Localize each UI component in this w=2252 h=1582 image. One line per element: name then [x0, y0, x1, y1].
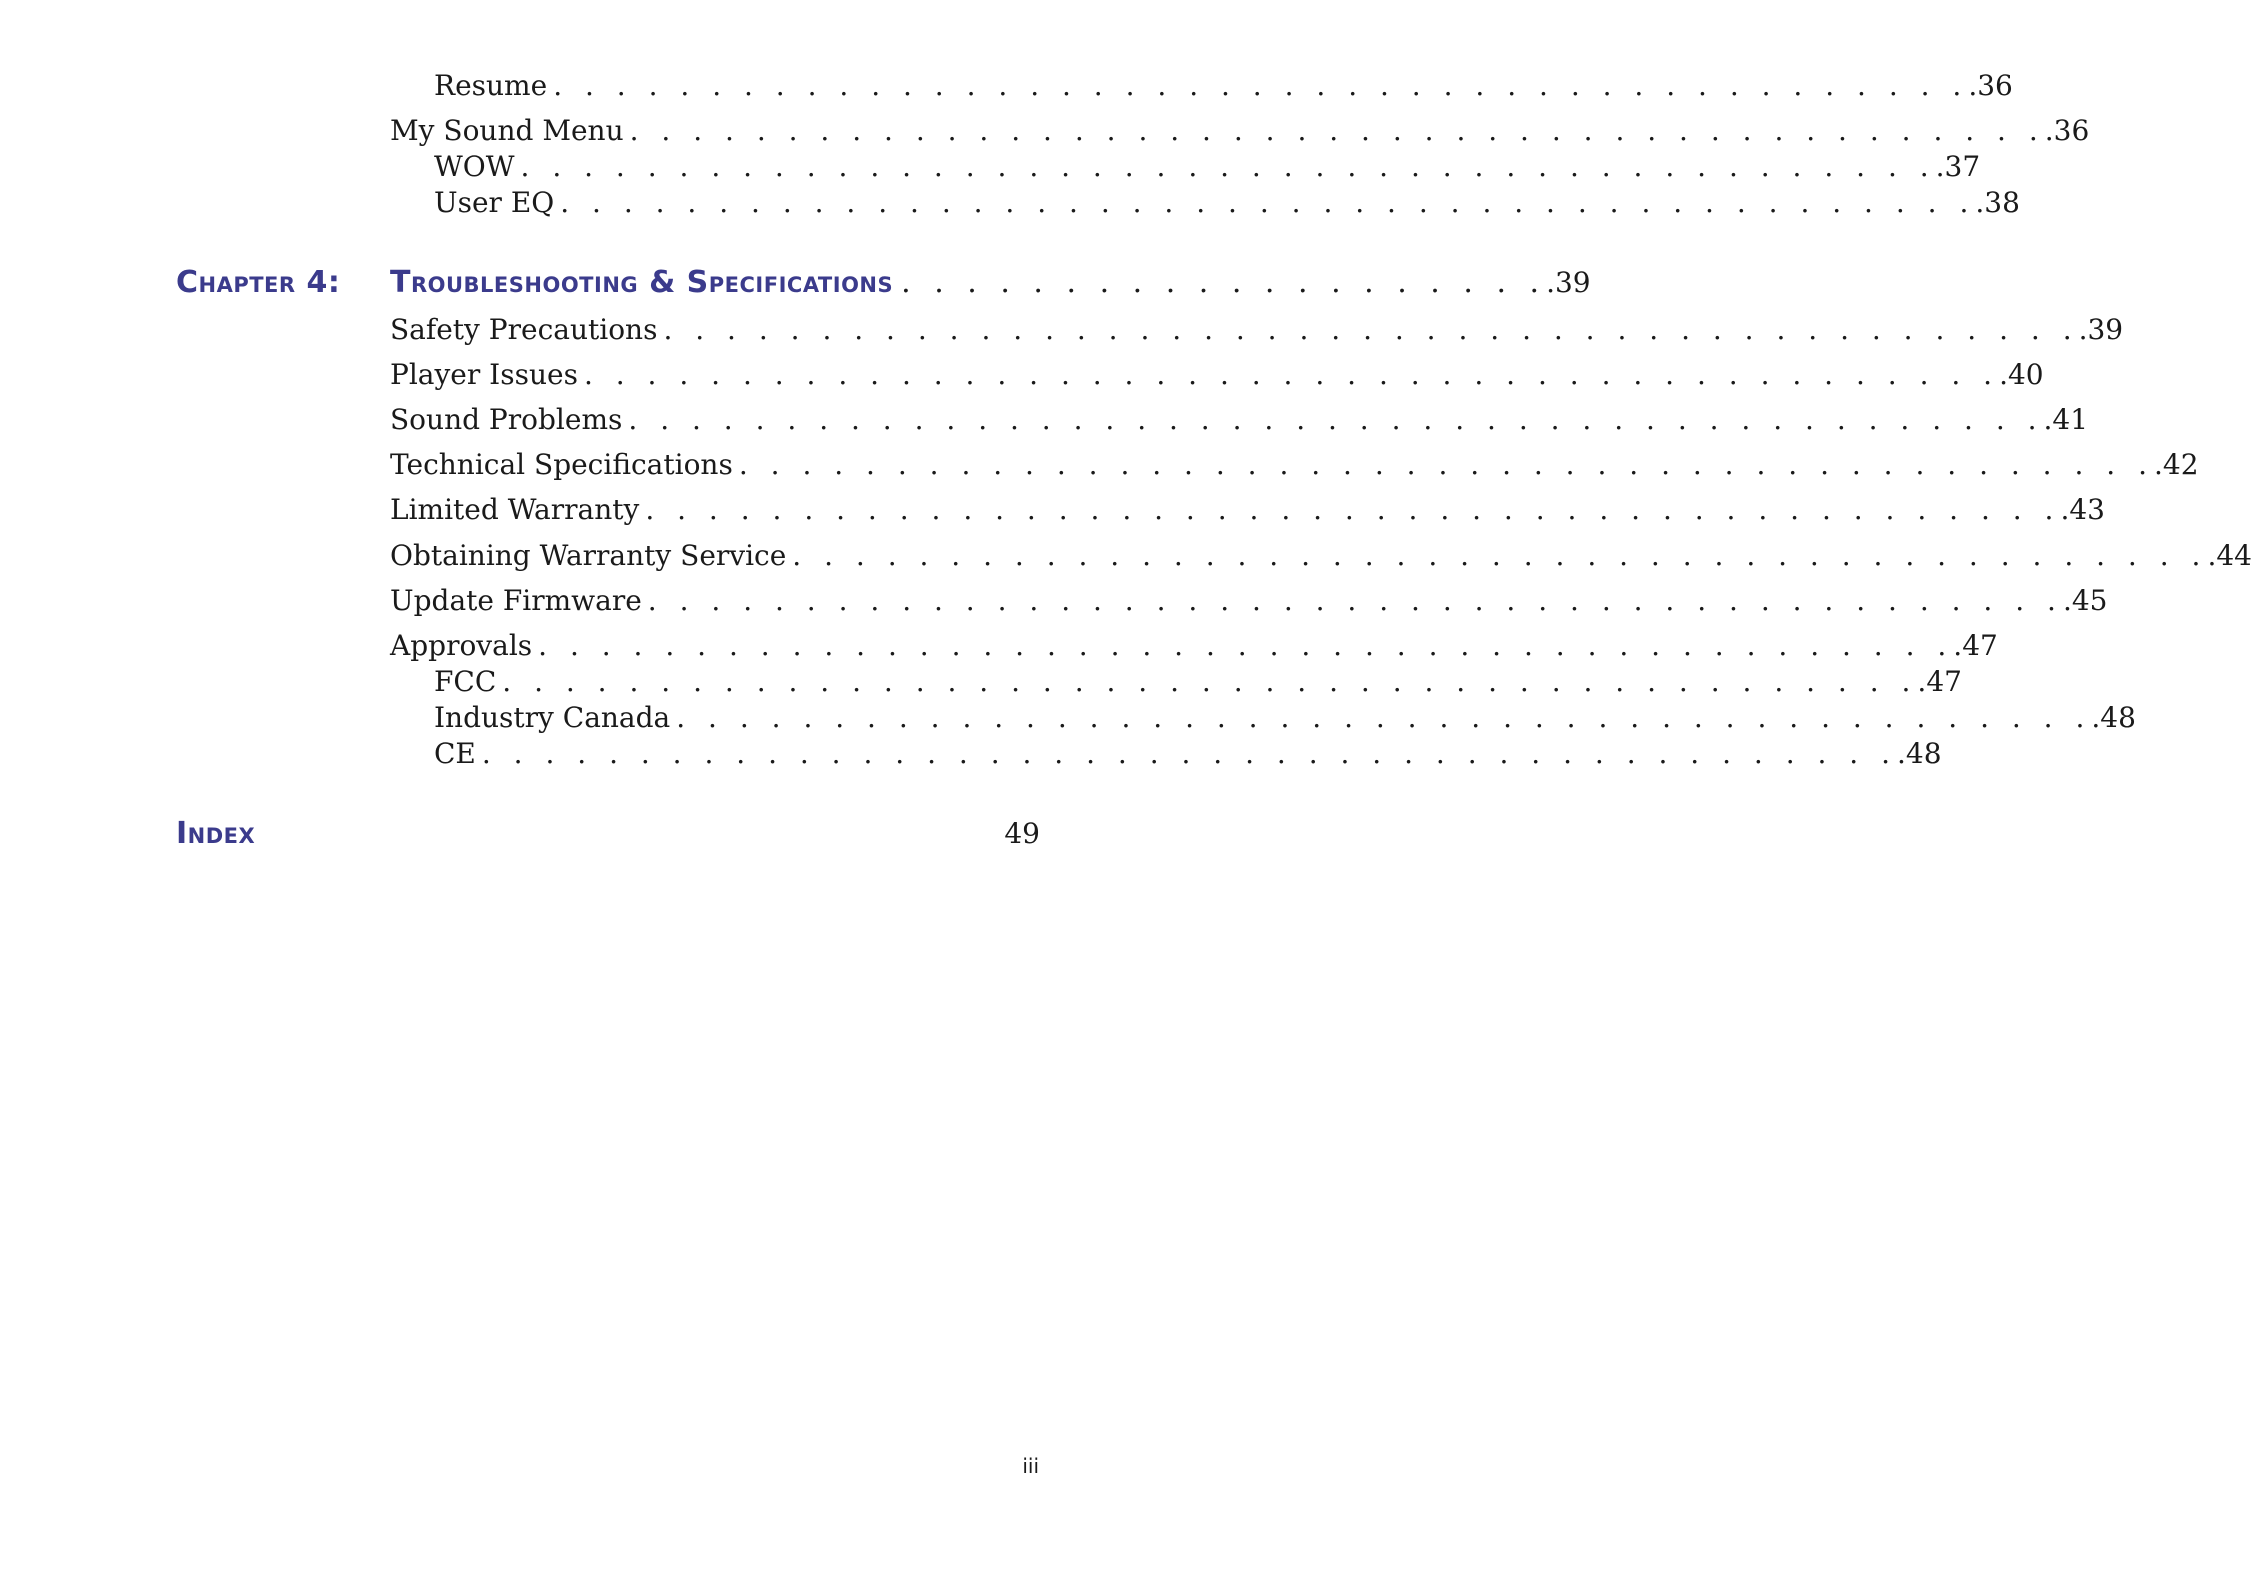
toc-entry-label: Obtaining Warranty Service: [390, 539, 787, 572]
dot-leader: . . . . . . . . . . . . . . . . . . . . . . . . . . . . . . . . . . . . . . . . . . . . .: [738, 448, 2154, 481]
toc-entry-page: .47: [1917, 665, 1962, 698]
chapter-title: Troubleshooting & Specifications: [390, 265, 894, 300]
index-label[interactable]: Index: [176, 816, 256, 851]
toc-entry-player-issues[interactable]: [390, 358, 2044, 392]
toc-entry-update-firmware[interactable]: [390, 584, 2108, 618]
dot-leader: . . . . . . . . . . . . . . . . . . . . . . . . . . . . . . . . . . . . . . . . . . . . .: [628, 403, 2044, 436]
toc-entry-industry-canada[interactable]: [434, 701, 2136, 735]
toc-entry-page: .44: [2207, 539, 2252, 572]
dot-leader: . . . . . . . . . . . . . . . . . . . . . . . . . . . . . . . . . . . . . . . . . . . . .: [560, 186, 1976, 219]
toc-entry-label: CE: [434, 737, 476, 770]
toc-entry-label: Limited Warranty: [390, 493, 640, 526]
dot-leader: . . . . . . . . . . . . . . . . . . . . . . . . . . . . . . . . . . . . . . . . . . . . .: [629, 114, 2045, 147]
toc-entry-label: WOW: [434, 150, 515, 183]
toc-entry-label: Technical Specifications: [390, 448, 733, 481]
toc-entry-page: .37: [1935, 150, 1981, 183]
dot-leader: . . . . . . . . . . . . . . . . . . . . . . . . . . . . . . . . . . . . . . . . . . . . .: [481, 737, 1898, 770]
toc-entry-label: Industry Canada: [434, 701, 671, 734]
dot-leader: . . . . . . . . . . . . . . . . . . . . . . . . . . . . . . . . . . . . . . . . . . . . .: [502, 665, 1918, 698]
toc-entry-wow[interactable]: [434, 150, 1981, 184]
toc-entry-label: User EQ: [434, 186, 555, 219]
dot-leader: . . . . . . . . . . . . . . . . . . . . . . . . . . . . . . . . . . . . . . . . . . . . .: [792, 539, 2208, 572]
toc-entry-label: Approvals: [390, 629, 533, 662]
toc-entry-approvals[interactable]: [390, 629, 1998, 663]
chapter-label: Chapter 4:: [176, 265, 341, 300]
toc-entry-resume[interactable]: [434, 69, 2013, 103]
toc-entry-label: Safety Precautions: [390, 313, 658, 346]
page-number: iii: [1022, 1454, 1039, 1478]
dot-leader: . . . . . . . . . . . . . . . . . . . . . . . . . . . . . . . . . . . . . . . . . . . . .: [663, 313, 2079, 346]
toc-entry-page: .42: [2153, 448, 2199, 481]
dot-leader: . . . . . . . . . . . . . . . . . . . .: [901, 265, 1547, 300]
toc-entry-user-eq[interactable]: [434, 186, 2020, 220]
toc-entry-page: .40: [1999, 358, 2044, 391]
toc-entry-page: .38: [1975, 186, 2020, 219]
toc-entry-page: .41: [2043, 403, 2089, 436]
toc-entry-page: .39: [2078, 313, 2124, 346]
dot-leader: . . . . . . . . . . . . . . . . . . . . . . . . . . . . . . . . . . . . . . . . . . . . .: [538, 629, 1954, 662]
chapter-title-entry[interactable]: [390, 265, 1591, 301]
toc-entry-label: FCC: [434, 665, 497, 698]
toc-entry-technical-specifications[interactable]: [390, 448, 2199, 482]
index-page: 49: [1004, 817, 1040, 850]
toc-entry-my-sound-menu[interactable]: [390, 114, 2090, 148]
toc-entry-page: .45: [2062, 584, 2108, 617]
dot-leader: . . . . . . . . . . . . . . . . . . . . . . . . . . . . . . . . . . . . . . . . . . . . .: [645, 493, 2061, 526]
toc-entry-label: My Sound Menu: [390, 114, 624, 147]
dot-leader: . . . . . . . . . . . . . . . . . . . . . . . . . . . . . . . . . . . . . . . . . . . . .: [520, 150, 1936, 183]
toc-entry-obtaining-warranty-service[interactable]: [390, 539, 2252, 573]
toc-entry-page: .36: [2044, 114, 2090, 147]
dot-leader: . . . . . . . . . . . . . . . . . . . . . . . . . . . . . . . . . . . . . . . . . . . . .: [676, 701, 2092, 734]
toc-entry-safety-precautions[interactable]: [390, 313, 2124, 347]
chapter-page: .39: [1546, 266, 1591, 299]
toc-entry-page: .47: [1953, 629, 1998, 662]
toc-entry-fcc[interactable]: [434, 665, 1962, 699]
toc-entry-page: .48: [1897, 737, 1942, 770]
toc-entry-label: Sound Problems: [390, 403, 623, 436]
toc-entry-page: .48: [2091, 701, 2136, 734]
toc-entry-ce[interactable]: [434, 737, 1942, 771]
dot-leader: . . . . . . . . . . . . . . . . . . . . . . . . . . . . . . . . . . . . . . . . . . . . .: [647, 584, 2063, 617]
toc-entry-label: Update Firmware: [390, 584, 642, 617]
toc-entry-page: .43: [2060, 493, 2105, 526]
toc-entry-limited-warranty[interactable]: [390, 493, 2105, 527]
toc-entry-page: .36: [1968, 69, 2013, 102]
toc-entry-sound-problems[interactable]: [390, 403, 2089, 437]
toc-entry-label: Player Issues: [390, 358, 578, 391]
dot-leader: . . . . . . . . . . . . . . . . . . . . . . . . . . . . . . . . . . . . . . . . . . . . .: [553, 69, 1969, 102]
dot-leader: . . . . . . . . . . . . . . . . . . . . . . . . . . . . . . . . . . . . . . . . . . . . .: [583, 358, 2000, 391]
toc-entry-label: Resume: [434, 69, 548, 102]
